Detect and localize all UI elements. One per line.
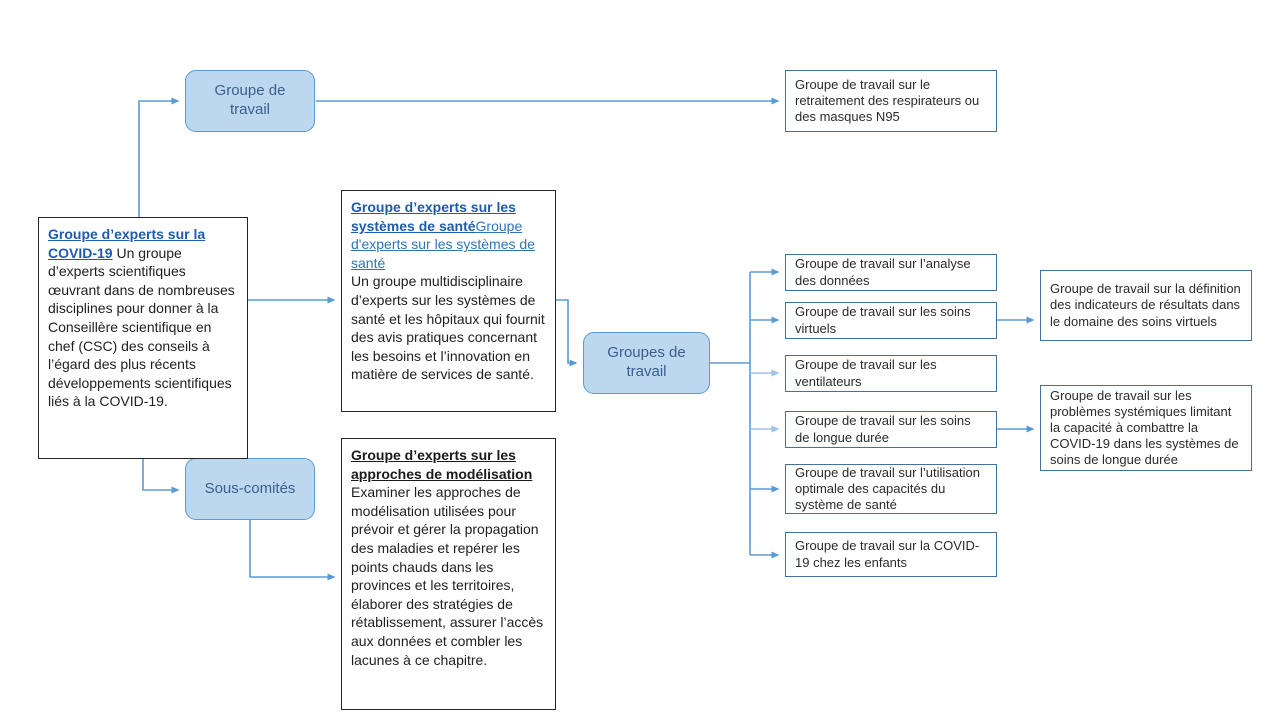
- workgroup-covid19-enfants: [785, 532, 997, 577]
- node-groupe-de-travail: [185, 70, 315, 132]
- panel-experts-systemes-title: Groupe d’experts sur les systèmes de santé: [351, 199, 516, 234]
- workgroup-covid19-enfants-label: Groupe de travail sur la COVID-19 chez les enfants: [795, 538, 980, 570]
- node-sous-comites-label: Sous-comités: [204, 479, 296, 497]
- node-groupes-de-travail: [583, 332, 710, 394]
- workgroup-ventilateurs: [785, 355, 997, 392]
- workgroup-analyse-donnees-label: Groupe de travail sur l’analyse des données: [795, 256, 971, 288]
- workgroup-soins-virtuels-label: Groupe de travail sur les soins virtuels: [795, 304, 971, 336]
- workgroup-soins-longue-duree-label: Groupe de travail sur les soins de longue durée: [795, 413, 971, 445]
- workgroup-indicateurs-soins-virtuels: [1040, 270, 1252, 341]
- node-sous-comites: [185, 458, 315, 520]
- panel-experts-systemes-body: Un groupe multidisciplinaire d’experts sur les systèmes de santé et les hôpitaux qui fournit des avis pratiques concernant les besoins et l’innovation en matière de services de santé.: [351, 273, 545, 383]
- workgroup-respirators: [785, 70, 997, 132]
- connector-covid19-to-sous-comites: [143, 459, 178, 490]
- panel-experts-modelisation-body: Examiner les approches de modélisation utilisées pour prévoir et gérer la propagation des maladies et repérer les points chauds dans les provinces et les territoires, élaborer des stratégies de rétablissement, assurer l’accès aux données et combler les lacunes à ce chapitre.: [351, 484, 544, 668]
- panel-experts-systemes-sante: [341, 190, 556, 412]
- panel-experts-covid19-title: Groupe d’experts sur la COVID-19: [48, 226, 206, 261]
- workgroup-soins-longue-duree: [785, 411, 997, 448]
- node-groupes-de-travail-label: Groupes de travail: [607, 344, 686, 380]
- panel-experts-systemes-hyperlink[interactable]: Groupe d'experts sur les systèmes de santé: [351, 217, 535, 271]
- panel-experts-covid19: [38, 217, 248, 459]
- workgroup-analyse-donnees: [785, 254, 997, 291]
- workgroup-problemes-systemiques-label: Groupe de travail sur les problèmes systémiques limitant la capacité à combattre la COVID-19 dans les systèmes de soins de longue durée: [1050, 387, 1239, 468]
- connector-covid19-to-groupe-de-travail: [139, 101, 178, 217]
- workgroup-problemes-systemiques: [1040, 385, 1252, 471]
- panel-experts-covid19-body: Un groupe d’experts scientifiques œuvrant dans de nombreuses disciplines pour donner à la Conseillère scientifique en chef (CSC) des conseils à l’égard des plus récents développements scientifiques liés à la COVID-19.: [48, 244, 235, 410]
- panel-experts-modelisation-title: Groupe d’experts sur les approches de modélisation: [351, 447, 533, 482]
- node-groupe-de-travail-label: Groupe de travail: [214, 82, 286, 118]
- workgroup-utilisation-optimale-label: Groupe de travail sur l’utilisation optimale des capacités du système de santé: [795, 464, 980, 513]
- workgroup-indicateurs-soins-virtuels-label: Groupe de travail sur la définition des indicateurs de résultats dans le domaine des soins virtuels: [1050, 281, 1241, 329]
- workgroup-ventilateurs-label: Groupe de travail sur les ventilateurs: [795, 357, 937, 389]
- connector-sous-comites-to-modelisation: [250, 520, 334, 577]
- workgroup-utilisation-optimale: [785, 464, 997, 514]
- workgroup-respirators-label: Groupe de travail sur le retraitement des respirateurs ou des masques N95: [795, 76, 980, 125]
- workgroup-soins-virtuels: [785, 302, 997, 339]
- panel-experts-modelisation: [341, 438, 556, 710]
- connector-systemes-to-groupes-de-travail: [556, 300, 576, 363]
